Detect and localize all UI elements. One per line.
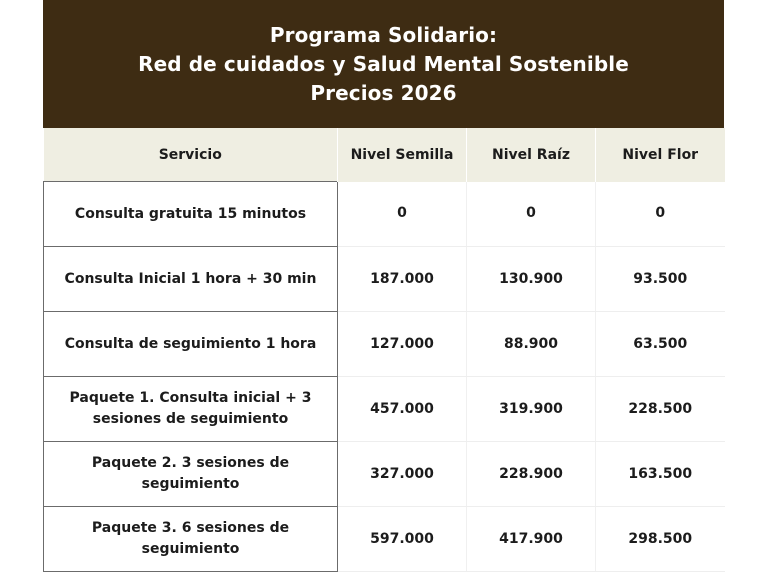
service-cell: Consulta Inicial 1 hora + 30 min — [44, 247, 338, 312]
table-row — [44, 442, 725, 507]
price-raiz: 130.900 — [467, 247, 596, 312]
header-nivel-flor: Nivel Flor — [596, 128, 725, 182]
table-row — [44, 507, 725, 572]
price-raiz: 319.900 — [467, 377, 596, 442]
service-cell: Paquete 3. 6 sesiones de seguimiento — [44, 507, 338, 572]
price-flor: 163.500 — [596, 442, 725, 507]
table-row — [44, 312, 725, 377]
price-raiz: 417.900 — [467, 507, 596, 572]
header-nivel-raiz: Nivel Raíz — [467, 128, 596, 182]
title-line-2: Red de cuidados y Salud Mental Sostenible — [138, 51, 629, 76]
header-nivel-semilla: Nivel Semilla — [338, 128, 467, 182]
service-cell: Paquete 2. 3 sesiones de seguimiento — [44, 442, 338, 507]
service-cell: Consulta gratuita 15 minutos — [44, 182, 338, 247]
table-row — [44, 247, 725, 312]
header-servicio: Servicio — [44, 128, 338, 182]
table-row — [44, 182, 725, 247]
price-raiz: 0 — [467, 182, 596, 247]
service-cell: Consulta de seguimiento 1 hora — [44, 312, 338, 377]
table-row — [44, 377, 725, 442]
price-table-card — [43, 0, 724, 570]
title-line-3: Precios 2026 — [310, 80, 457, 105]
price-semilla: 187.000 — [338, 247, 467, 312]
price-flor: 0 — [596, 182, 725, 247]
table-header-row — [44, 128, 725, 182]
price-flor: 298.500 — [596, 507, 725, 572]
title-line-1: Programa Solidario: — [269, 22, 498, 47]
price-flor: 93.500 — [596, 247, 725, 312]
price-semilla: 327.000 — [338, 442, 467, 507]
price-flor: 63.500 — [596, 312, 725, 377]
price-raiz: 228.900 — [467, 442, 596, 507]
price-semilla: 127.000 — [338, 312, 467, 377]
title-banner — [43, 0, 724, 128]
price-raiz: 88.900 — [467, 312, 596, 377]
service-cell: Paquete 1. Consulta inicial + 3 sesiones de seguimiento — [44, 377, 338, 442]
price-flor: 228.500 — [596, 377, 725, 442]
price-semilla: 0 — [338, 182, 467, 247]
price-semilla: 597.000 — [338, 507, 467, 572]
price-table — [43, 128, 725, 572]
price-semilla: 457.000 — [338, 377, 467, 442]
